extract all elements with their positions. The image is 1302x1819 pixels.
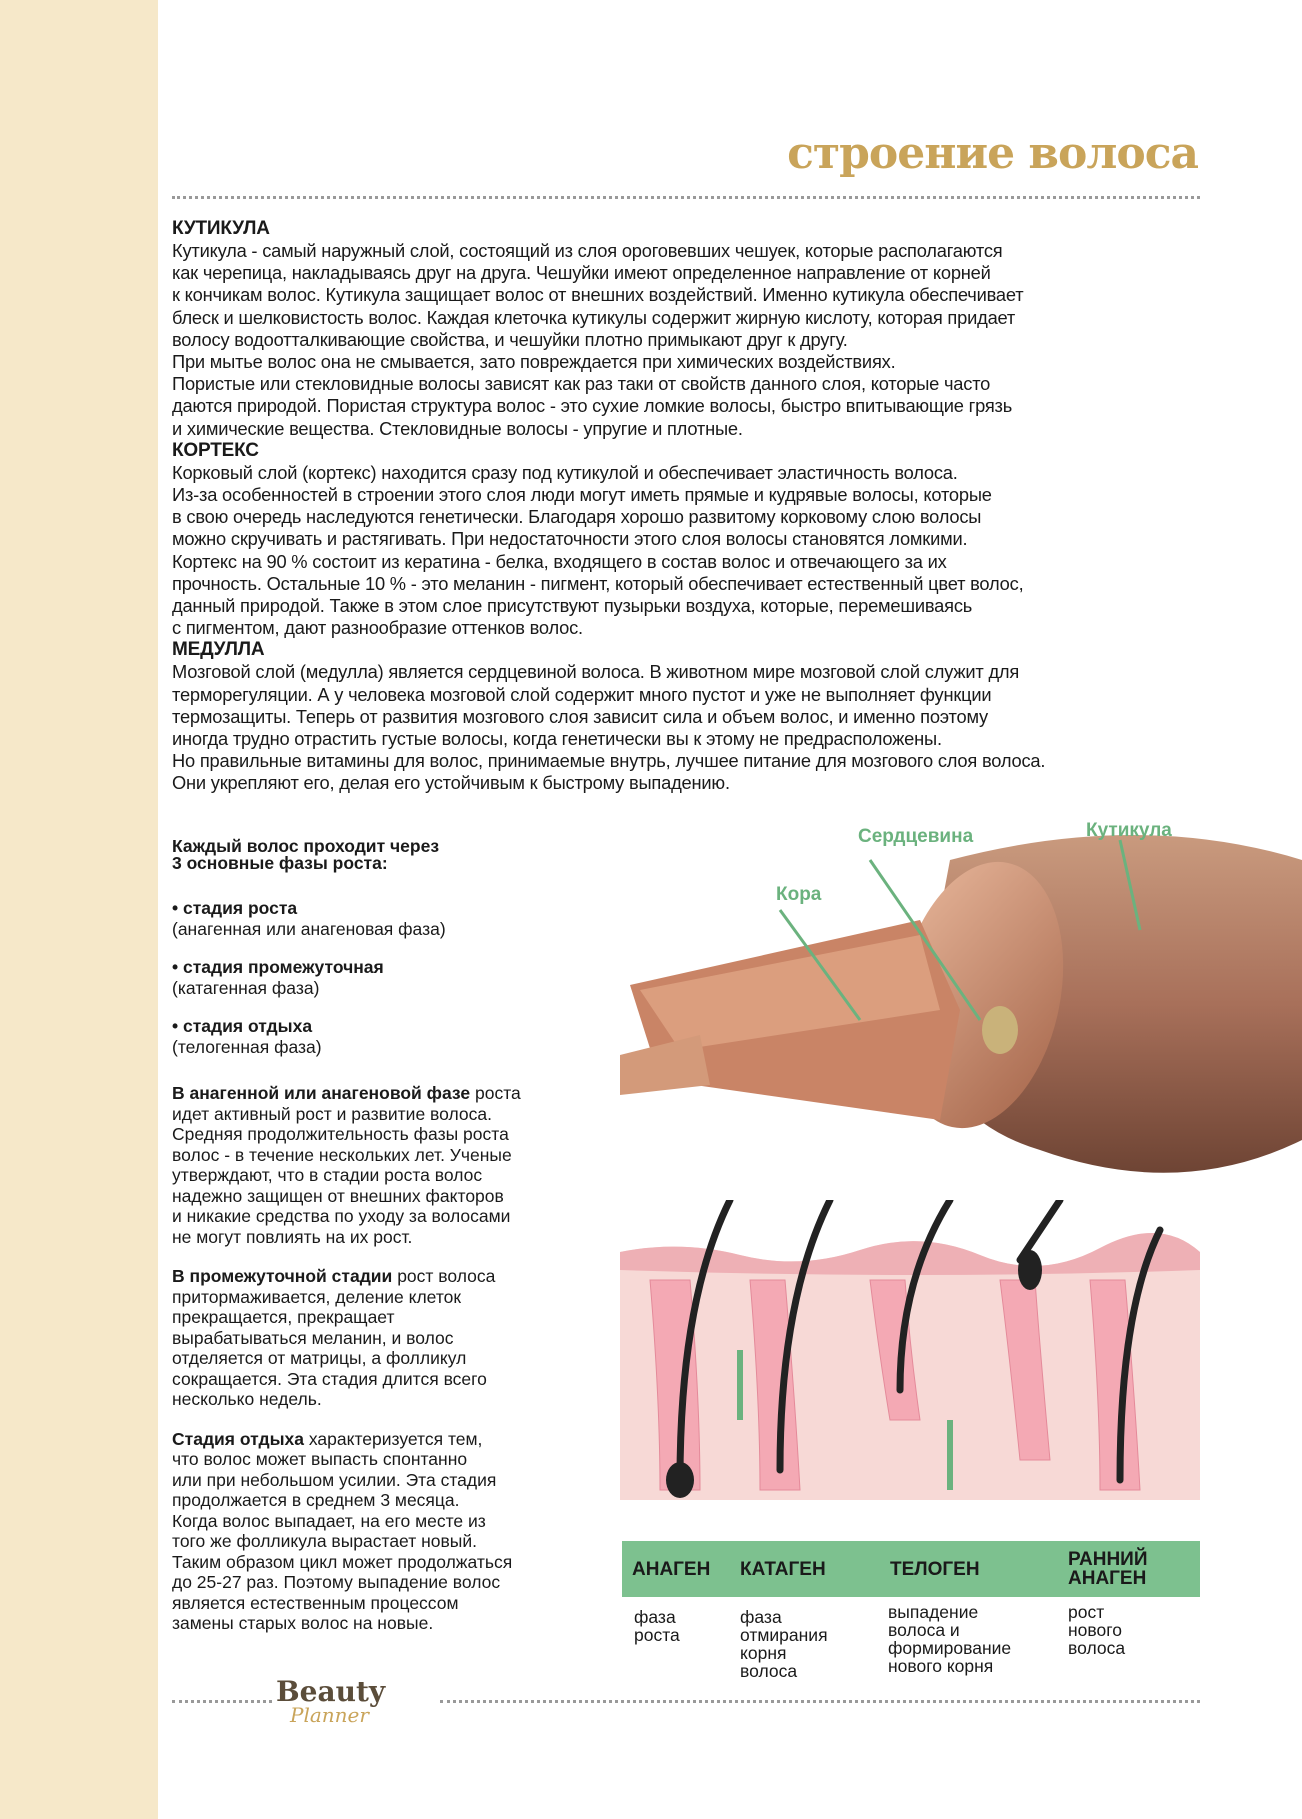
side-strip xyxy=(0,0,158,1819)
hair-growth-cycle-image xyxy=(620,1200,1200,1530)
page-title: строение волоса xyxy=(787,128,1198,179)
divider-bottom-right xyxy=(440,1700,1200,1703)
table-header-cell: РАННИЙ АНАГЕН xyxy=(1068,1549,1148,1589)
table-header-cell: КАТАГЕН xyxy=(740,1558,826,1580)
section-text: Корковый слой (кортекс) находится сразу под кутикулой и обеспечивает эластичность волоса. Из-за особенностей в строении этого слоя люди могут иметь прямые и кудрявые волосы, которые в свою очередь наследуются генетически. Благодаря хорошо развитому корковому слою волосы можно скручивать и растягивать. При недостаточности этого слоя волосы становятся ломкими. Кортекс на 90 % состоит из кератина - белка, входящего в состав волос и отвечающего за их прочность. Остальные 10 % - это меланин - пигмент, который обеспечивает естественный цвет волос, данный природой. Также в этом слое присутствуют пузырьки воздуха, которые, перемешиваясь с пигментом, дают разнообразие оттенков волос. xyxy=(172,461,1024,639)
section-text: Кутикула - самый наружный слой, состоящий из слоя ороговевших чешуек, которые располагаются как черепица, накладываясь друг на друга. Чешуйки имеют определенное направление от корней к кончикам волос. Кутикула защищает волос от внешних воздействий. Именно кутикула обеспечивает блеск и шелковистость волос. Каждая клеточка кутикулы содержит жирную кислоту, которая придает волосу водоотталкивающие свойства, и чешуйки плотно примыкают друг к другу. При мытье волос она не смывается, зато повреждается при химических воздействиях. Пористые или стекловидные волосы зависят как раз таки от свойств данного слоя, которые часто даются природой. Пористая структура волос - это сухие ломкие волосы, быстро впитывающие грязь и химические вещества. Стекловидные волосы - упругие и плотные. xyxy=(172,240,1024,439)
detail-paragraph xyxy=(172,1266,612,1410)
phase-desc: (анагенная или анагеновая фаза) xyxy=(172,918,446,939)
detail-paragraph xyxy=(172,1083,612,1247)
divider-bottom-left xyxy=(172,1700,272,1703)
detail-bold: В анагенной или анагеновой фазе xyxy=(172,1083,471,1103)
brand-logo: Beauty xyxy=(276,1675,386,1708)
table-cell: фаза роста xyxy=(634,1607,680,1645)
label-cortex: Кора xyxy=(776,884,822,905)
section-heading: КОРТЕКС xyxy=(172,439,259,461)
table-header-cell: ТЕЛОГЕН xyxy=(890,1558,980,1580)
detail-bold: В промежуточной стадии xyxy=(172,1266,393,1286)
section-heading: КУТИКУЛА xyxy=(172,218,270,239)
phases-intro: Каждый волос проходит через 3 основные фазы роста: xyxy=(172,836,440,873)
table-cell: фаза отмирания корня волоса xyxy=(740,1607,828,1681)
detail-text: роста идет активный рост и развитие волоса. Средняя продолжительность фазы роста волос - в течение нескольких лет. Ученые утверждают, что в стадии роста волос надежно защищен от внешних факторов и никакие средства по уходу за волосами не могут повлиять на их рост. xyxy=(172,1083,521,1247)
phase-name: • стадия роста xyxy=(172,898,298,918)
phase-desc: (катагенная фаза) xyxy=(172,977,320,998)
detail-paragraph xyxy=(172,1429,612,1634)
divider-top xyxy=(172,196,1200,199)
section-text: Мозговой слой (медулла) является сердцевиной волоса. В животном мире мозговой слой служит для терморегуляции. А у человека мозговой слой содержит много пустот и уже не выполняет функции термозащиты. Теперь от развития мозгового слоя зависит сила и объем волос, и именно поэтому иногда трудно отрастить густые волосы, когда генетически вы к этому не предрасположены. Но правильные витамины для волос, принимаемые внутрь, лучшее питание для мозгового слоя волоса. Они укрепляют его, делая его устойчивым к быстрому выпадению. xyxy=(172,661,1046,794)
phase-table-header xyxy=(622,1541,1200,1597)
label-core: Сердцевина xyxy=(858,826,974,847)
brand-logo-script: Planner xyxy=(290,1703,369,1727)
phase-name: • стадия промежуточная xyxy=(172,957,384,977)
phase-item xyxy=(172,898,612,939)
phase-desc: (телогенная фаза) xyxy=(172,1036,322,1057)
detail-text: рост волоса притормаживается, деление клеток прекращается, прекращает вырабатываться меланин, и волос отделяется от матрицы, а фолликул сокращается. Эта стадия длится всего несколько недель. xyxy=(172,1266,496,1409)
label-cuticle: Кутикула xyxy=(1086,820,1172,841)
phase-item xyxy=(172,1016,612,1057)
table-cell: рост нового волоса xyxy=(1068,1602,1126,1658)
phases-column xyxy=(172,838,612,1653)
hair-cross-section-image xyxy=(620,820,1302,1200)
table-cell: выпадение волоса и формирование нового корня xyxy=(888,1602,1012,1676)
table-header-cell: АНАГЕН xyxy=(632,1558,711,1580)
detail-bold: Стадия отдыха xyxy=(172,1428,304,1449)
section-heading: МЕДУЛЛА xyxy=(172,639,265,661)
phase-item xyxy=(172,957,612,998)
detail-text: характеризуется тем, что волос может выпасть спонтанно или при небольшом усилии. Эта стадия продолжается в среднем 3 месяца. Когда волос выпадает, на его месте из того же фолликула вырастает новый. Таким образом цикл может продолжаться до 25-27 раз. Поэтому выпадение волос является естественным процессом замены старых волос на новые. xyxy=(172,1428,513,1633)
phase-name: • стадия отдыха xyxy=(172,1016,313,1036)
main-text xyxy=(172,218,1212,795)
